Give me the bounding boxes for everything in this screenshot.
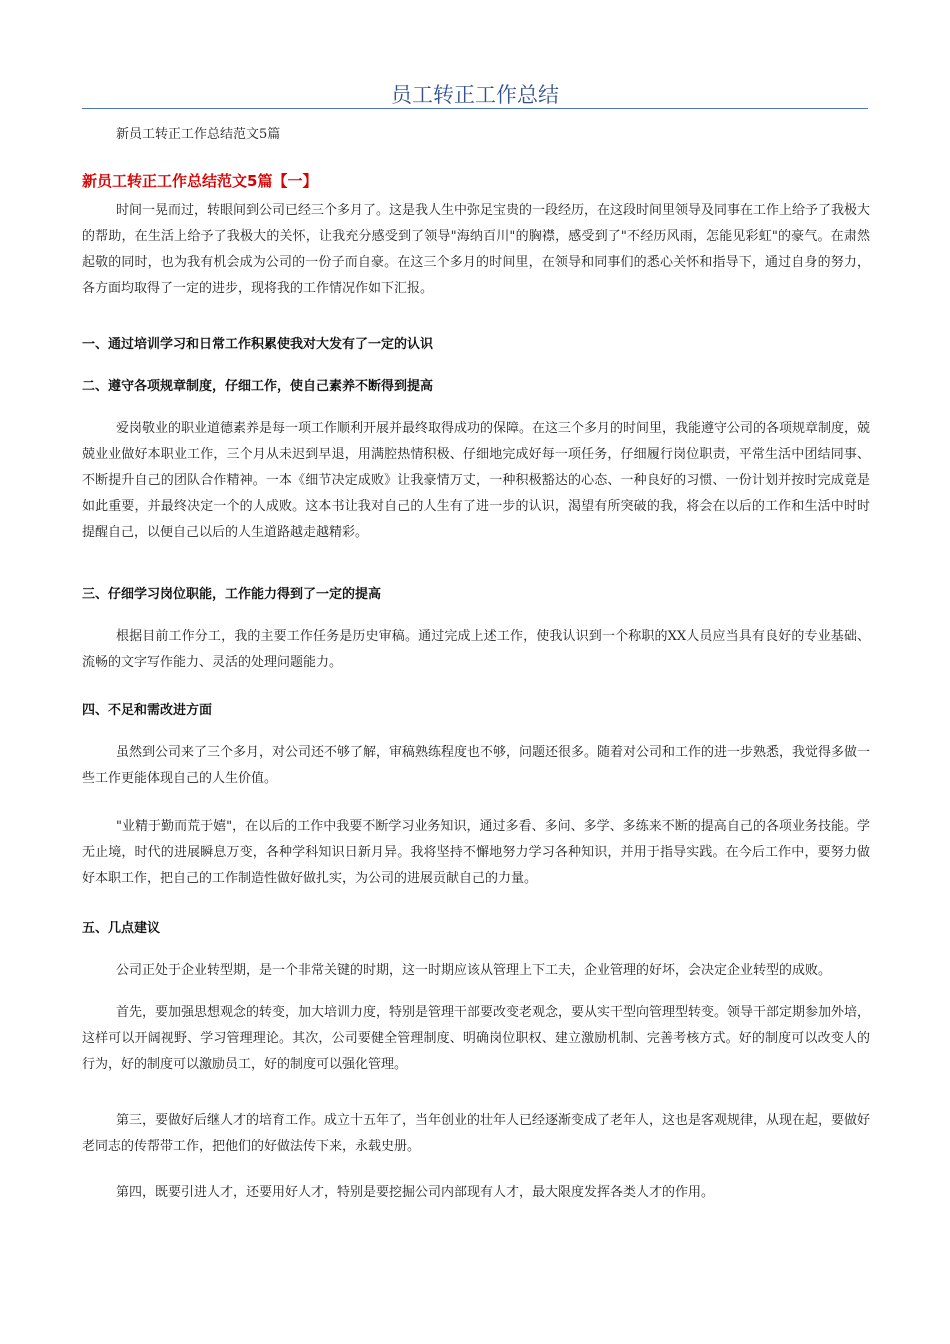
paragraph-section-5b: 首先，要加强思想观念的转变，加大培训力度，特别是管理干部要改变老观念，要从实干型向管理型转变。领导干部定期参加外培，这样可以开阔视野、学习管理理论。其次，公司要健全管理制度、明确岗位职权、建立激励机制、完善考核方式。好的制度可以改变人的行为，好的制度可以激励员工，好的制度可以强化管理。	[82, 1005, 871, 1072]
document-title: 员工转正工作总结	[391, 83, 559, 107]
document-subtitle: 新员工转正工作总结范文5篇	[116, 127, 281, 142]
heading-section-1: 一、通过培训学习和日常工作积累使我对大发有了一定的认识	[82, 337, 434, 352]
title-underline	[82, 108, 868, 109]
paragraph-section-5a: 公司正处于企业转型期，是一个非常关键的时期，这一时期应该从管理上下工夫，企业管理的好坏，会决定企业转型的成败。	[116, 963, 832, 978]
heading-section-5: 五、几点建议	[82, 921, 161, 936]
paragraph-intro: 时间一晃而过，转眼间到公司已经三个多月了。这是我人生中弥足宝贵的一段经历，在这段时间里领导及同事在工作上给予了我极大的帮助，在生活上给予了我极大的关怀，让我充分感受到了领导"海纳百川"的胸襟，感受到了"不经历风雨，怎能见彩虹"的豪气。在肃然起敬的同时，也为我有机会成为公司的一份子而自豪。在这三个多月的时间里，在领导和同事们的悉心关怀和指导下，通过自身的努力，各方面均取得了一定的进步，现将我的工作情况作如下汇报。	[82, 203, 871, 296]
paragraph-section-3: 根据目前工作分工，我的主要工作任务是历史审稿。通过完成上述工作，使我认识到一个称职的XX人员应当具有良好的专业基础、流畅的文字写作能力、灵活的处理问题能力。	[82, 629, 870, 670]
heading-section-2: 二、遵守各项规章制度，仔细工作，使自己素养不断得到提高	[82, 379, 434, 394]
paragraph-section-5c: 第三，要做好后继人才的培育工作。成立十五年了，当年创业的壮年人已经逐渐变成了老年人，这也是客观规律，从现在起，要做好老同志的传帮带工作，把他们的好做法传下来，永载史册。	[82, 1113, 871, 1154]
paragraph-section-5d: 第四，既要引进人才，还要用好人才，特别是要挖掘公司内部现有人才，最大限度发挥各类人才的作用。	[116, 1185, 715, 1200]
article-heading: 新员工转正工作总结范文5篇【一】	[82, 172, 318, 190]
paragraph-section-2: 爱岗敬业的职业道德素养是每一项工作顺利开展并最终取得成功的保障。在这三个多月的时间里，我能遵守公司的各项规章制度，兢兢业业做好本职业工作，三个月从未迟到早退，用满腔热情积极、仔细地完成好每一项任务，仔细履行岗位职责，平常生活中团结同事、不断提升自己的团队合作精神。一本《细节决定成败》让我豪情万丈，一种积极豁达的心态、一种良好的习惯、一份计划并按时完成竟是如此重要，并最终决定一个的人成败。这本书让我对自己的人生有了进一步的认识，渴望有所突破的我，将会在以后的工作和生活中时时提醒自己，以便自己以后的人生道路越走越精彩。	[82, 421, 871, 540]
heading-section-3: 三、仔细学习岗位职能，工作能力得到了一定的提高	[82, 587, 382, 602]
heading-section-4: 四、不足和需改进方面	[82, 703, 213, 718]
paragraph-section-4b: "业精于勤而荒于嬉"，在以后的工作中我要不断学习业务知识，通过多看、多问、多学、多练来不断的提高自己的各项业务技能。学无止境，时代的进展瞬息万变，各种学科知识日新月异。我将坚持不懈地努力学习各种知识，并用于指导实践。在今后工作中，要努力做好本职工作，把自己的工作制造性做好做扎实，为公司的进展贡献自己的力量。	[82, 819, 870, 886]
paragraph-section-4a: 虽然到公司来了三个多月，对公司还不够了解，审稿熟练程度也不够，问题还很多。随着对公司和工作的进一步熟悉，我觉得多做一些工作更能体现自己的人生价值。	[82, 745, 871, 786]
